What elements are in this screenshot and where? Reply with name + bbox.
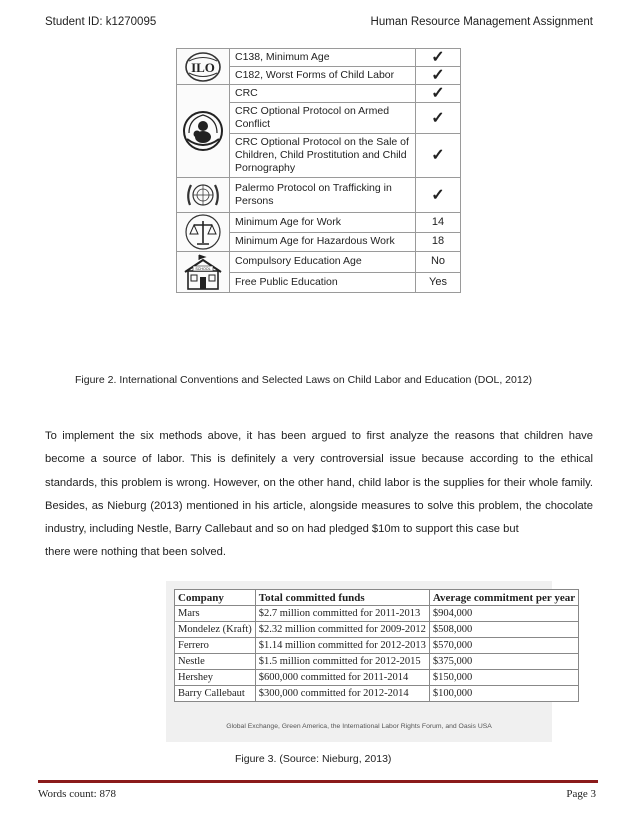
table-row [177,178,461,213]
table-row [175,670,579,686]
table-row [175,686,579,702]
funds-cell: $1.5 million committed for 2012-2015 [255,654,429,670]
average-cell: $570,000 [429,638,578,654]
table-row [175,638,579,654]
check-mark: ✓ [416,49,461,67]
check-mark: ✓ [416,85,461,103]
row-label: Minimum Age for Work [230,213,416,233]
figure-3-source-note: Global Exchange, Green America, the International Labor Rights Forum, and Oasis USA [226,723,492,730]
figure-3-image [166,581,576,742]
column-header: Average commitment per year [429,590,578,606]
check-mark: ✓ [416,178,461,213]
student-id: Student ID: k1270095 [45,16,157,28]
average-cell: $100,000 [429,686,578,702]
column-header: Total committed funds [255,590,429,606]
paragraph-text: To implement the six methods above, it has been argued to first analyze the reasons that children have become a source of labor. This is definitely a very controversial issue because according to the ethical standards, this problem is wrong. However, on the other hand, child labor is the supplies for their whole family. Besides, as Nieburg (2013) mentioned in his article, alongside measures to solve this problem, the chocolate industry, including Nestle, Barry Callebaut and so on had pledged $10m to support this case but [45,430,593,536]
funds-table [174,589,579,702]
check-mark: ✓ [416,67,461,85]
table-row [175,622,579,638]
paragraph-last-line: there were nothing that been solved. [45,546,226,559]
figure-3-caption: Figure 3. (Source: Nieburg, 2013) [235,753,392,765]
row-label: CRC [230,85,416,103]
row-label: C182, Worst Forms of Child Labor [230,67,416,85]
ilo-logo-icon [177,49,230,85]
company-cell: Mars [175,606,256,622]
average-cell: $375,000 [429,654,578,670]
word-count: Words count: 878 [38,788,116,800]
table-row [175,606,579,622]
company-cell: Nestle [175,654,256,670]
row-value: 18 [416,232,461,252]
body-paragraph [45,425,593,565]
company-cell: Hershey [175,670,256,686]
company-cell: Mondelez (Kraft) [175,622,256,638]
table-row [177,213,461,233]
funds-cell: $300,000 committed for 2012-2014 [255,686,429,702]
table-row [177,85,461,103]
figure-2-caption: Figure 2. International Conventions and Selected Laws on Child Labor and Education (DOL, 2012) [75,374,533,386]
company-cell: Ferrero [175,638,256,654]
funds-cell: $2.32 million committed for 2009-2012 [255,622,429,638]
row-label: CRC Optional Protocol on the Sale of Children, Child Prostitution and Child Pornography [230,134,416,178]
average-cell: $150,000 [429,670,578,686]
row-label: Palermo Protocol on Trafficking in Persons [230,178,416,213]
row-label: Compulsory Education Age [230,252,416,273]
row-label: Free Public Education [230,272,416,293]
row-label: C138, Minimum Age [230,49,416,67]
funds-cell: $2.7 million committed for 2011-2013 [255,606,429,622]
row-value: Yes [416,272,461,293]
un-logo-icon [177,178,230,213]
average-cell: $508,000 [429,622,578,638]
company-cell: Barry Callebaut [175,686,256,702]
row-label: Minimum Age for Hazardous Work [230,232,416,252]
unicef-logo-icon [177,85,230,178]
table-header-row [175,590,579,606]
page-number: Page 3 [566,788,596,800]
row-label: CRC Optional Protocol on Armed Conflict [230,103,416,134]
row-value: 14 [416,213,461,233]
svg-text:ILO: ILO [191,59,215,75]
document-title: Human Resource Management Assignment [370,16,593,28]
check-mark: ✓ [416,103,461,134]
column-header: Company [175,590,256,606]
check-mark: ✓ [416,134,461,178]
table-row [177,252,461,273]
table-row [175,654,579,670]
footer-rule [38,780,598,783]
school-house-icon [177,252,230,293]
average-cell: $904,000 [429,606,578,622]
conventions-table [176,48,461,293]
school-sign-text: SCHOOL [195,267,211,271]
row-value: No [416,252,461,273]
funds-cell: $1.14 million committed for 2012-2013 [255,638,429,654]
funds-cell: $600,000 committed for 2011-2014 [255,670,429,686]
table-row [177,49,461,67]
scales-of-justice-icon [177,213,230,252]
